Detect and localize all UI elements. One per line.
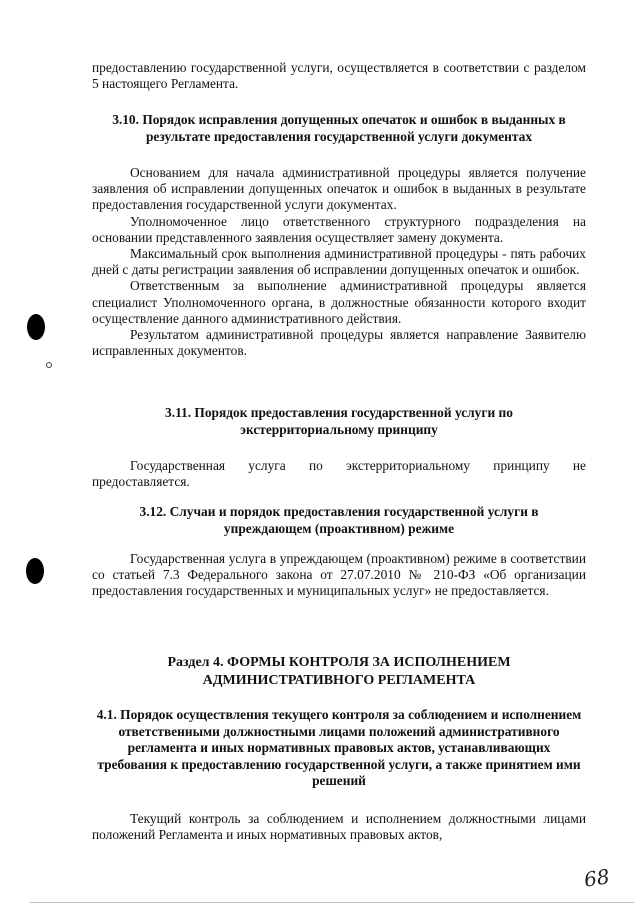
section-3-10-paragraph-2: Уполномоченное лицо ответственного структурного подразделения на основании представленного заявления осуществляет замену документа.	[92, 213, 586, 245]
section-3-12-paragraph: Государственная услуга в упреждающем (проактивном) режиме в соответствии со статьей 7.3 Федерального закона от 27.07.2010 № 210-ФЗ «Об организации предоставления государственных и муниципальных услуг» не предоставляется.	[92, 551, 586, 599]
section-3-10-paragraph-5: Результатом административной процедуры является направление Заявителю исправленных документов.	[92, 327, 586, 359]
small-mark	[46, 362, 52, 368]
section-3-11-heading: 3.11. Порядок предоставления государственной услуги по экстерриториальному принципу	[165, 405, 513, 437]
section-3-10-paragraph-1: Основанием для начала административной процедуры является получение заявления об исправлении допущенных опечаток и ошибок в выданных в результате предоставления государственной услуги документах.	[92, 165, 586, 213]
section-4-heading-line-1: Раздел 4. ФОРМЫ КОНТРОЛЯ ЗА ИСПОЛНЕНИЕМ	[167, 655, 511, 670]
section-3-10-paragraph-4: Ответственным за выполнение административной процедуры является специалист Уполномоченного органа, в должностные обязанности которого входит осуществление данного административного действия.	[92, 278, 586, 326]
section-3-10-heading: 3.10. Порядок исправления допущенных опечаток и ошибок в выданных в результате предоставления государственной услуги документах	[112, 112, 566, 144]
binder-hole-bottom	[26, 558, 44, 584]
intro-paragraph: предоставлению государственной услуги, осуществляется в соответствии с разделом 5 настоящего Регламента.	[92, 60, 586, 92]
section-3-10-paragraph-3: Максимальный срок выполнения административной процедуры - пять рабочих дней с даты регистрации заявления об исправлении допущенных опечаток и ошибок.	[92, 246, 586, 278]
page-number: 68	[582, 864, 611, 892]
section-3-11-paragraph: Государственная услуга по экстерриториальному принципу не предоставляется.	[92, 458, 586, 490]
section-4-1-heading: 4.1. Порядок осуществления текущего контроля за соблюдением и исполнением ответственными должностными лицами положений административного регламента и иных нормативных правовых актов, устанавливающих требования к предоставлению государственной услуги, а также принятием ими решений	[96, 707, 582, 789]
page-bottom-edge	[30, 902, 634, 903]
section-4-heading-line-2: АДМИНИСТРАТИВНОГО РЕГЛАМЕНТА	[202, 673, 476, 688]
section-4-1-paragraph: Текущий контроль за соблюдением и исполнением должностными лицами положений Регламента и иных нормативных правовых актов,	[92, 811, 586, 843]
section-3-12-heading: 3.12. Случаи и порядок предоставления государственной услуги в упреждающем (проактивном) режиме	[139, 504, 539, 536]
binder-hole-top	[27, 314, 45, 340]
